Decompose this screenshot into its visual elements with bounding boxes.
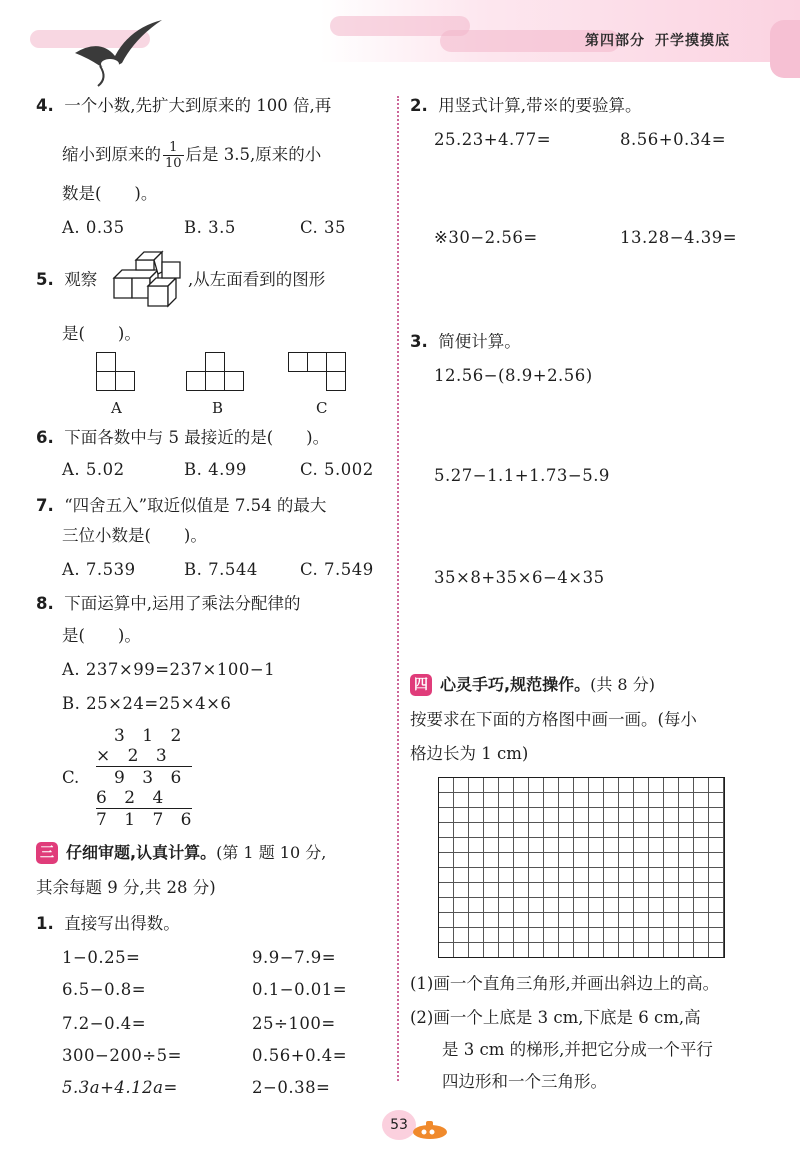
s3q1-item-6: 25÷100= — [252, 1014, 336, 1033]
q6-number: 6. — [36, 428, 54, 447]
q7-option-b: B. 7.544 — [184, 560, 258, 579]
section-3-badge: 三 — [36, 842, 58, 864]
r2-title-line — [410, 96, 642, 116]
r3-item-a: 12.56−(8.9+2.56) — [434, 366, 593, 385]
section-4-note: (共 8 分) — [590, 675, 655, 694]
section-3-note2: 其余每题 9 分,共 28 分) — [36, 878, 216, 897]
q8-vertical-multiplication — [96, 726, 198, 830]
q4-number: 4. — [36, 96, 54, 115]
vert-row4: 6 2 4 — [96, 788, 170, 808]
q5-pre: 观察 — [64, 270, 98, 289]
q6-line — [36, 428, 329, 448]
q4-frac-numerator: 1 — [163, 140, 184, 156]
s3q1-item-5: 7.2−0.4= — [62, 1014, 147, 1033]
q4-text2-post: 后是 3.5,原来的小 — [185, 145, 322, 164]
q4-option-c: C. 35 — [300, 218, 347, 237]
q5-post: ,从左面看到的图形 — [188, 270, 326, 289]
section-3-note: (第 1 题 10 分, — [216, 843, 327, 862]
q7-number: 7. — [36, 496, 54, 515]
q8-line1 — [36, 594, 301, 614]
s3q1-item-4: 0.1−0.01= — [252, 980, 348, 999]
drawing-grid[interactable] — [438, 777, 725, 958]
vert-row2: × 2 3 — [96, 746, 173, 766]
q4-line3: 数是( )。 — [62, 184, 158, 203]
q4-fraction — [163, 140, 184, 171]
q5-number: 5. — [36, 270, 54, 289]
q5-label-b: B — [212, 399, 224, 417]
q4-frac-denominator: 10 — [165, 156, 182, 171]
q5-label-a: A — [111, 399, 122, 417]
r3-title-line — [410, 332, 521, 352]
r2-item-a: 25.23+4.77= — [434, 130, 552, 149]
r2-item-b: 8.56+0.34= — [620, 130, 727, 149]
header-subtitle: 开学摸摸底 — [655, 33, 730, 49]
vert-row5: 7 1 7 6 — [96, 810, 198, 830]
s3q1-item-10: 2−0.38= — [252, 1078, 331, 1097]
q7-text1: “四舍五入”取近似值是 7.54 的最大 — [64, 496, 327, 515]
q8-text1: 下面运算中,运用了乘法分配律的 — [64, 594, 301, 613]
q7-line2: 三位小数是( )。 — [62, 526, 207, 545]
s3q1-title-line — [36, 914, 180, 934]
q7-line1 — [36, 496, 326, 516]
r4-item-1: (1)画一个直角三角形,并画出斜边上的高。 — [410, 974, 720, 993]
section-4-title-text: 心灵手巧,规范操作。 — [440, 675, 591, 694]
r3-title: 简便计算。 — [438, 332, 521, 351]
q5-label-c: C — [316, 399, 328, 417]
r4-line2: 格边长为 1 cm) — [410, 744, 529, 763]
q8-number: 8. — [36, 594, 54, 613]
q4-text2-pre: 缩小到原来的 — [62, 145, 161, 164]
s3q1-item-7: 300−200÷5= — [62, 1046, 182, 1065]
r4-item-2a: (2)画一个上底是 3 cm,下底是 6 cm,高 — [410, 1008, 701, 1027]
submarine-icon — [410, 1118, 450, 1140]
s3q1-item-2: 9.9−7.9= — [252, 948, 337, 967]
r4-item-2b: 是 3 cm 的梯形,并把它分成一个平行 — [442, 1040, 713, 1059]
q6-option-a: A. 5.02 — [62, 460, 125, 479]
q5-line2: 是( )。 — [62, 324, 141, 343]
s3q1-title: 直接写出得数。 — [64, 914, 180, 933]
q6-option-c: C. 5.002 — [300, 460, 374, 479]
q4-option-a: A. 0.35 — [62, 218, 125, 237]
r2-title: 用竖式计算,带※的要验算。 — [438, 96, 642, 115]
q4-text1: 一个小数,先扩大到原来的 100 倍,再 — [64, 96, 332, 115]
q5-line1 — [36, 270, 97, 290]
s3q1-item-8: 0.56+0.4= — [252, 1046, 348, 1065]
s3q1-item-9: 5.3a+4.12a= — [62, 1078, 178, 1097]
column-divider — [397, 96, 399, 1081]
seagull-icon — [70, 18, 165, 88]
q8-option-a: A. 237×99=237×100−1 — [62, 660, 276, 679]
r2-item-c: ※30−2.56= — [434, 228, 538, 247]
q4-line1 — [36, 96, 331, 116]
s3q1-number: 1. — [36, 914, 54, 933]
page-number: 53 — [382, 1110, 416, 1140]
section-4-title — [440, 674, 655, 696]
section-3-title-text: 仔细审题,认真计算。 — [66, 843, 217, 862]
q7-option-a: A. 7.539 — [62, 560, 136, 579]
r3-item-b: 5.27−1.1+1.73−5.9 — [434, 466, 610, 485]
r2-number: 2. — [410, 96, 428, 115]
cube-figure-icon — [112, 248, 186, 308]
q8-option-c-label: C. — [62, 768, 80, 787]
s3q1-item-1: 1−0.25= — [62, 948, 141, 967]
q6-text: 下面各数中与 5 最接近的是( )。 — [64, 428, 330, 447]
r4-item-2c: 四边形和一个三角形。 — [442, 1072, 607, 1091]
header-part: 第四部分 — [585, 33, 645, 49]
header-title — [585, 30, 730, 50]
q4-option-b: B. 3.5 — [184, 218, 236, 237]
r3-number: 3. — [410, 332, 428, 351]
section-3-title — [66, 842, 326, 864]
section-4-badge: 四 — [410, 674, 432, 696]
q8-line2: 是( )。 — [62, 626, 141, 645]
r2-item-d: 13.28−4.39= — [620, 228, 738, 247]
r4-line1: 按要求在下面的方格图中画一画。(每小 — [410, 710, 697, 729]
q7-option-c: C. 7.549 — [300, 560, 374, 579]
r3-item-c: 35×8+35×6−4×35 — [434, 568, 605, 587]
q4-line2 — [62, 140, 321, 171]
vert-row3: 9 3 6 — [114, 768, 188, 788]
vert-row1: 3 1 2 — [114, 726, 188, 746]
edge-tab — [770, 20, 800, 78]
q8-option-b: B. 25×24=25×4×6 — [62, 694, 232, 713]
q6-option-b: B. 4.99 — [184, 460, 247, 479]
s3q1-item-3: 6.5−0.8= — [62, 980, 147, 999]
